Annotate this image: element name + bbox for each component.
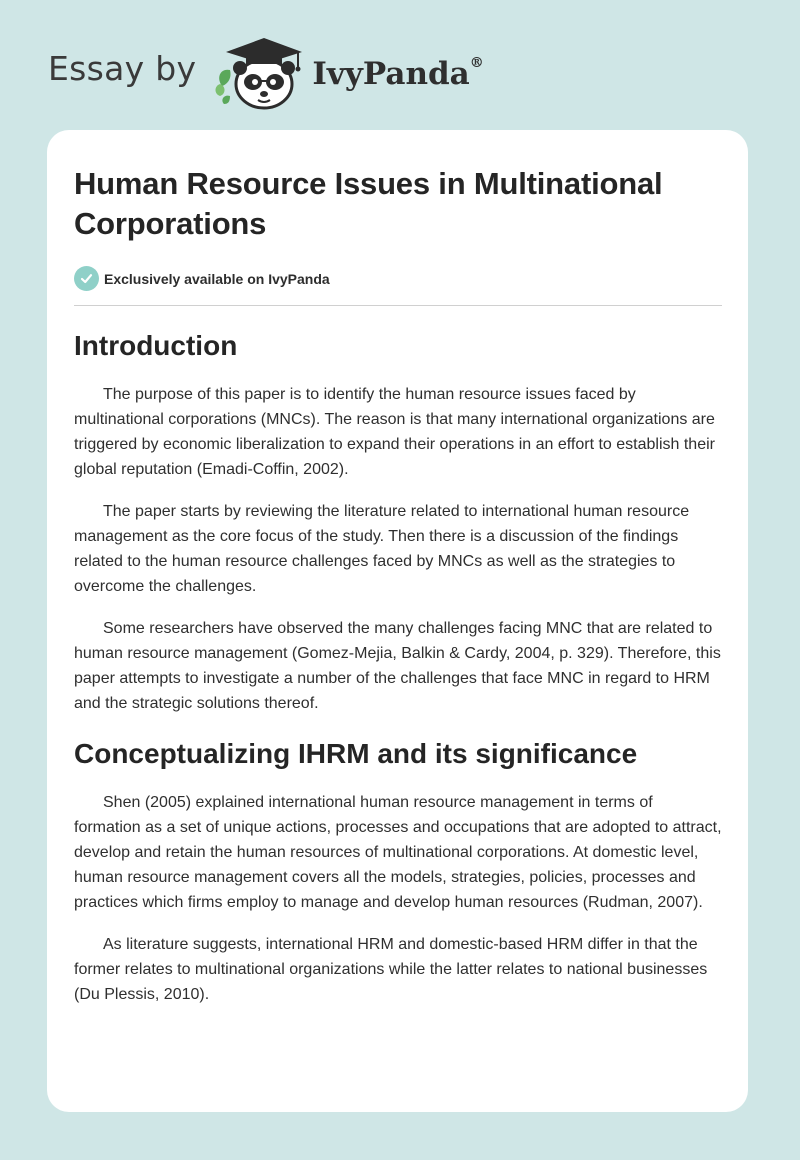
brand-name: IvyPanda® bbox=[312, 54, 484, 92]
section-heading: Introduction bbox=[74, 330, 238, 361]
brand-header bbox=[48, 34, 484, 110]
paragraph: As literature suggests, international HRM and domestic-based HRM differ in that the former relates to multinational organizations while the latter relates to national businesses (Du Plessis, 2010). bbox=[74, 936, 708, 1003]
paragraph: Shen (2005) explained international human resource management in terms of formation as a set of unique actions, processes and occupations that are adopted to attract, develop and retain the human resources of multinational corporations. At domestic level, human resource management covers all the models, strategies, policies, processes and practices which firms employ to manage and develop human resources (Rudman, 2007). bbox=[74, 794, 722, 911]
title-divider bbox=[74, 305, 722, 306]
panda-graduate-icon bbox=[214, 34, 306, 110]
exclusive-badge bbox=[74, 266, 722, 291]
paragraph: Some researchers have observed the many challenges facing MNC that are related to human resource management (Gomez-Mejia, Balkin & Cardy, 2004, p. 329). Therefore, this paper attempts to investigate a number of the challenges that face MNC in regard to HRM and the strategic solutions thereof. bbox=[74, 620, 721, 712]
section-conceptualizing-ihrm bbox=[74, 736, 722, 1007]
article-card bbox=[47, 130, 748, 1112]
article-title: Human Resource Issues in Multinational Corporations bbox=[74, 166, 663, 241]
paragraph: The purpose of this paper is to identify the human resource issues faced by multinational corporations (MNCs). The reason is that many international organizations are triggered by economic liberalization to expand their operations in an effort to establish their global reputation (Emadi-Coffin, 2002). bbox=[74, 386, 715, 478]
brand-prefix: Essay by bbox=[48, 48, 197, 88]
exclusive-badge-label: Exclusively available on IvyPanda bbox=[104, 270, 330, 287]
check-icon bbox=[74, 266, 99, 291]
section-introduction bbox=[74, 328, 722, 716]
section-heading: Conceptualizing IHRM and its significance bbox=[74, 738, 638, 769]
paragraph: The paper starts by reviewing the literature related to international human resource management as the core focus of the study. Then there is a discussion of the findings related to the human resource challenges faced by MNCs as well as the strategies to overcome the challenges. bbox=[74, 503, 690, 595]
